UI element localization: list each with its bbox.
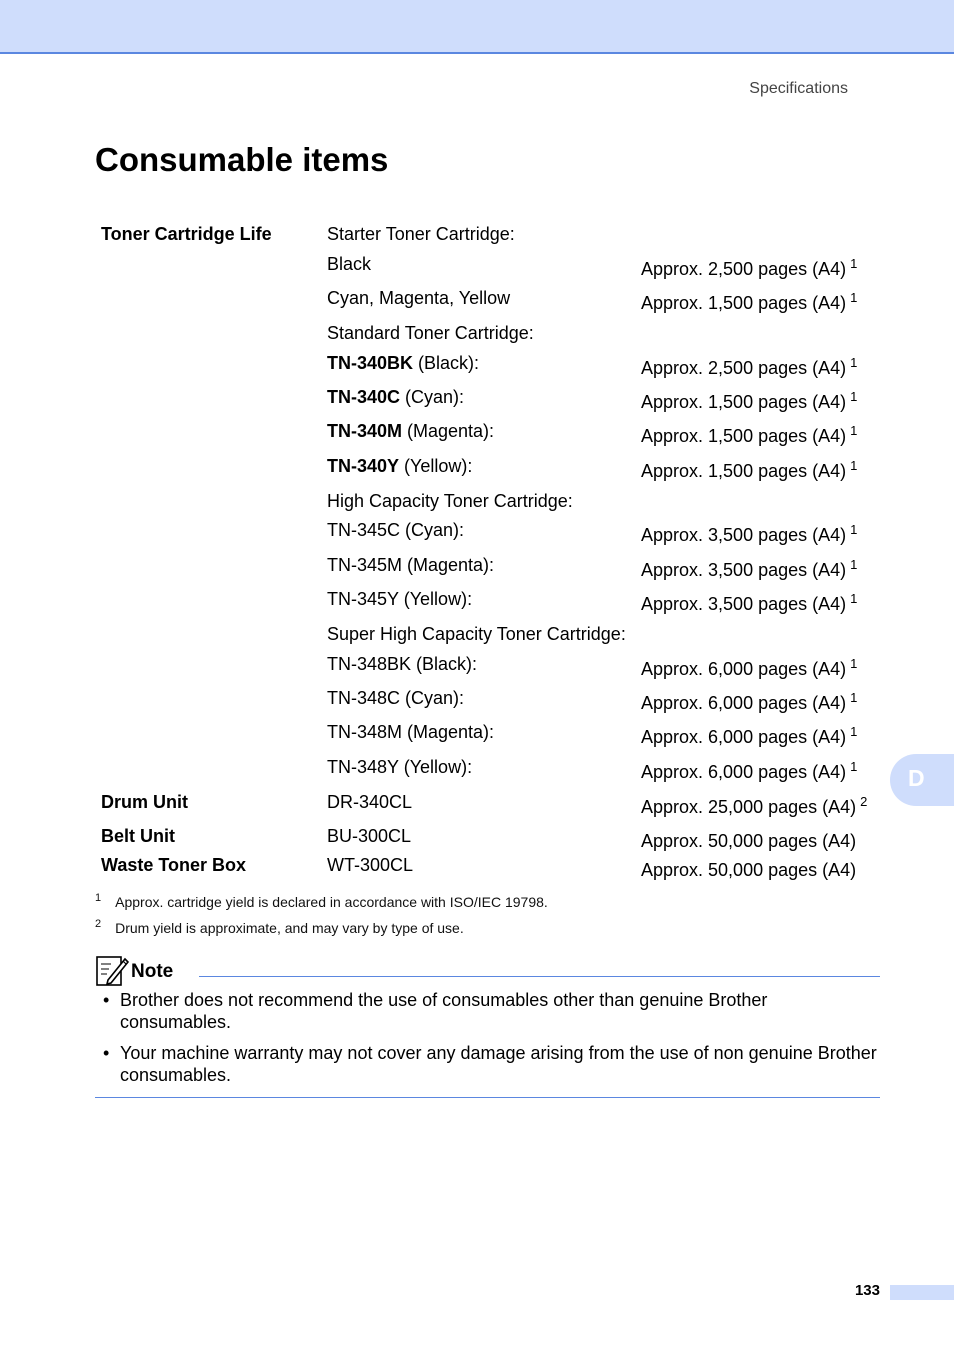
table-row	[0, 792, 954, 817]
table-row	[0, 421, 954, 446]
table-row	[0, 520, 954, 545]
row-yield-text: Approx. 1,500 pages (A4)	[641, 461, 847, 481]
row-item-model: TN-340C	[327, 387, 401, 407]
row-item	[327, 855, 413, 875]
top-color-band	[0, 0, 954, 54]
row-item-model: TN-340M	[327, 421, 403, 441]
row-item-text: TN-345C (Cyan):	[327, 520, 465, 540]
row-item-text: (Yellow):	[399, 456, 473, 476]
row-yield	[641, 290, 858, 315]
footnote-ref: 1	[850, 355, 858, 370]
row-yield-text: Approx. 6,000 pages (A4)	[641, 693, 847, 713]
footnote	[95, 894, 548, 910]
row-item-text: DR-340CL	[327, 792, 413, 812]
row-category: Belt Unit	[101, 826, 175, 846]
row-item	[327, 224, 515, 244]
row-item	[327, 353, 479, 373]
row-item	[327, 520, 464, 540]
table-row	[0, 624, 954, 644]
bullet-icon: •	[103, 990, 110, 1010]
footnote-ref: 1	[850, 591, 858, 606]
row-yield	[641, 389, 858, 414]
row-item-text: (Cyan):	[400, 387, 465, 407]
row-item-text: WT-300CL	[327, 855, 414, 875]
footnote-text: Approx. cartridge yield is declared in accordance with ISO/IEC 19798.	[115, 894, 548, 910]
row-yield	[641, 458, 858, 483]
row-category: Drum Unit	[101, 792, 188, 812]
note-item: • Brother does not recommend the use of consumables other than genuine Brother consumables.	[103, 990, 768, 1032]
row-item	[327, 589, 472, 609]
row-item-text: (Black):	[413, 353, 480, 373]
note-divider	[199, 976, 880, 977]
row-yield-text: Approx. 2,500 pages (A4)	[641, 358, 847, 378]
row-item	[327, 254, 371, 274]
row-yield	[641, 794, 868, 819]
row-yield	[641, 591, 858, 616]
page-number: 133	[854, 1282, 880, 1299]
row-item-model: TN-340BK	[327, 353, 414, 373]
row-item-text: BU-300CL	[327, 826, 412, 846]
row-yield-text: Approx. 50,000 pages (A4)	[641, 860, 857, 880]
note-pencil-icon	[95, 953, 129, 987]
row-yield-text: Approx. 3,500 pages (A4)	[641, 525, 847, 545]
row-yield	[641, 355, 858, 380]
footnote-ref: 1	[850, 423, 858, 438]
row-yield	[641, 759, 858, 784]
row-item-text: TN-348M (Magenta):	[327, 722, 495, 742]
row-item	[327, 555, 494, 575]
table-row	[0, 654, 954, 679]
row-yield-text: Approx. 25,000 pages (A4)	[641, 797, 857, 817]
row-item	[327, 421, 494, 441]
table-row	[0, 254, 954, 279]
footnote-ref: 1	[850, 522, 858, 537]
row-item	[327, 826, 411, 846]
row-item-text: TN-348Y (Yellow):	[327, 757, 473, 777]
table-row	[0, 491, 954, 511]
table-row	[0, 353, 954, 378]
table-row	[0, 323, 954, 343]
row-yield	[641, 860, 856, 880]
footnote-ref: 2	[860, 794, 868, 809]
footnote-ref: 1	[850, 724, 858, 739]
row-item-text: High Capacity Toner Cartridge:	[327, 491, 573, 511]
row-item	[327, 624, 626, 644]
table-row	[0, 688, 954, 713]
table-row	[0, 456, 954, 481]
footnote-ref: 1	[850, 256, 858, 271]
row-yield-text: Approx. 1,500 pages (A4)	[641, 293, 847, 313]
row-item	[327, 792, 412, 812]
note-bottom-divider	[95, 1097, 880, 1098]
footnote	[95, 920, 464, 936]
row-item-text: Super High Capacity Toner Cartridge:	[327, 624, 626, 644]
row-yield	[641, 557, 858, 582]
footnote-ref: 1	[850, 557, 858, 572]
row-item-text: TN-348BK (Black):	[327, 654, 478, 674]
row-item	[327, 456, 472, 476]
chapter-tab	[890, 754, 954, 806]
row-yield	[641, 656, 858, 681]
row-yield-text: Approx. 3,500 pages (A4)	[641, 594, 847, 614]
row-category: Toner Cartridge Life	[101, 224, 272, 244]
footnote-ref: 1	[850, 389, 858, 404]
table-row	[0, 555, 954, 580]
row-item	[327, 757, 472, 777]
row-item-text: Cyan, Magenta, Yellow	[327, 288, 511, 308]
chapter-tab-letter: D	[908, 765, 925, 791]
note-label: Note	[131, 961, 174, 982]
row-yield-text: Approx. 6,000 pages (A4)	[641, 762, 847, 782]
table-row	[0, 757, 954, 782]
footnote-ref: 1	[850, 290, 858, 305]
page-title: Consumable items	[95, 141, 389, 178]
row-item-model: TN-340Y	[327, 456, 400, 476]
footnote-text: Drum yield is approximate, and may vary by type of use.	[115, 920, 464, 936]
row-yield	[641, 256, 858, 281]
row-item	[327, 688, 464, 708]
row-yield	[641, 690, 858, 715]
row-item-text: Black	[327, 254, 372, 274]
row-item	[327, 722, 494, 742]
row-yield	[641, 724, 858, 749]
footnote-ref: 1	[850, 458, 858, 473]
row-yield	[641, 831, 856, 851]
row-yield-text: Approx. 1,500 pages (A4)	[641, 392, 847, 412]
row-category: Waste Toner Box	[101, 855, 247, 875]
row-yield-text: Approx. 6,000 pages (A4)	[641, 727, 847, 747]
row-item-text: (Magenta):	[402, 421, 495, 441]
footnote-number: 1	[95, 892, 102, 904]
row-yield-text: Approx. 50,000 pages (A4)	[641, 831, 857, 851]
row-item-text: Starter Toner Cartridge:	[327, 224, 515, 244]
footnote-number: 2	[95, 918, 102, 930]
note-item: • Your machine warranty may not cover any damage arising from the use of non genuine Brother consumables.	[103, 1043, 877, 1085]
footnote-ref: 1	[850, 759, 858, 774]
row-yield-text: Approx. 1,500 pages (A4)	[641, 426, 847, 446]
page-number-band	[890, 1285, 954, 1300]
table-row	[0, 224, 954, 244]
row-item-text: TN-345Y (Yellow):	[327, 589, 473, 609]
table-row	[0, 387, 954, 412]
row-item-text: TN-345M (Magenta):	[327, 555, 495, 575]
row-item	[327, 288, 510, 308]
row-yield-text: Approx. 2,500 pages (A4)	[641, 259, 847, 279]
bullet-icon: •	[103, 1043, 110, 1063]
row-yield-text: Approx. 3,500 pages (A4)	[641, 560, 847, 580]
table-row	[0, 288, 954, 313]
footnote-ref: 1	[850, 690, 858, 705]
row-item	[327, 387, 464, 407]
table-row	[0, 722, 954, 747]
row-yield	[641, 522, 858, 547]
row-yield	[641, 423, 858, 448]
row-item-text: Standard Toner Cartridge:	[327, 323, 534, 343]
note-header	[95, 953, 880, 983]
row-item	[327, 491, 573, 511]
note-list	[95, 989, 880, 1095]
table-row	[0, 855, 954, 880]
running-header: Specifications	[749, 80, 848, 97]
table-row	[0, 826, 954, 851]
table-row	[0, 589, 954, 614]
row-yield-text: Approx. 6,000 pages (A4)	[641, 659, 847, 679]
row-item	[327, 654, 477, 674]
footnote-ref: 1	[850, 656, 858, 671]
row-item-text: TN-348C (Cyan):	[327, 688, 465, 708]
row-item	[327, 323, 534, 343]
